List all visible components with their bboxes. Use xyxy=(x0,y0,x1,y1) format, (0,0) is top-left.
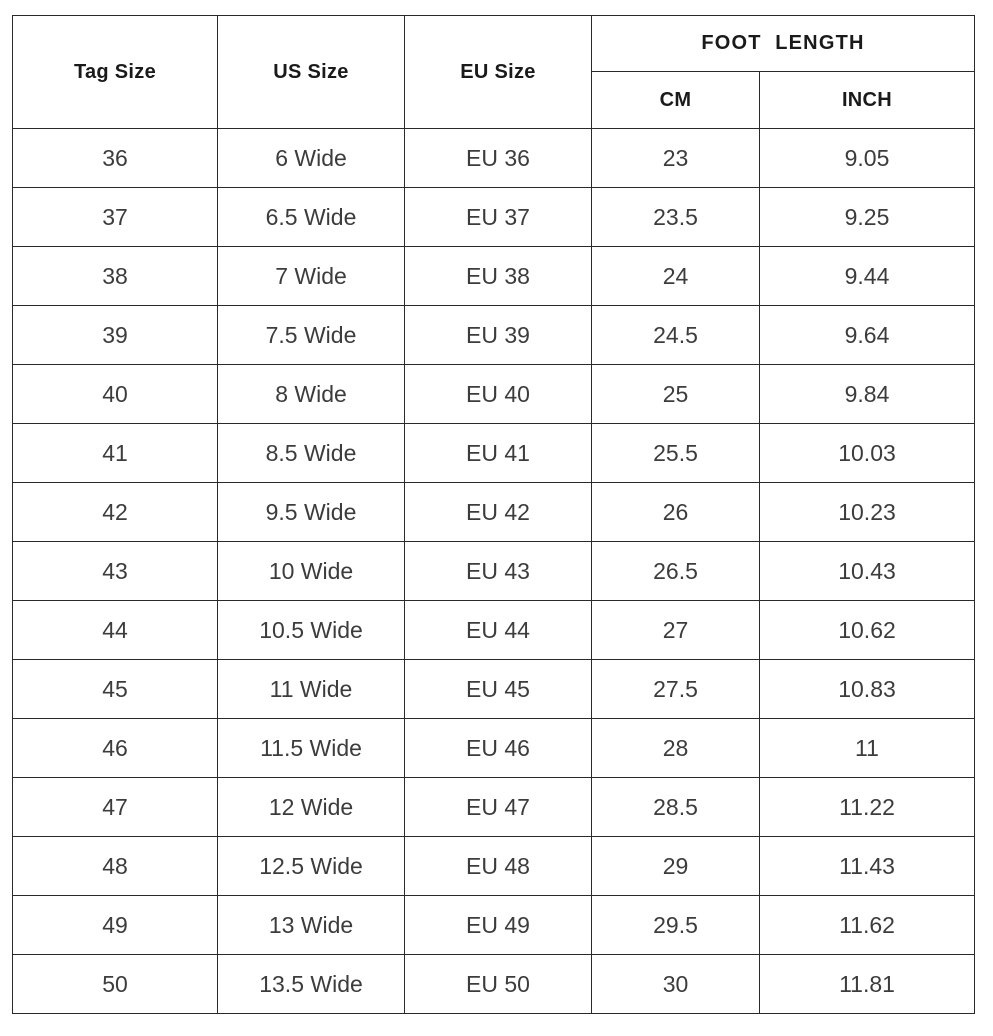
cell-tag-size: 42 xyxy=(13,483,218,542)
cell-us-size: 11.5 Wide xyxy=(218,719,405,778)
cell-foot-inch: 10.03 xyxy=(760,424,975,483)
cell-us-size: 13.5 Wide xyxy=(218,955,405,1014)
cell-tag-size: 46 xyxy=(13,719,218,778)
header-tag-size: Tag Size xyxy=(13,16,218,129)
cell-foot-cm: 26 xyxy=(592,483,760,542)
cell-eu-size: EU 38 xyxy=(405,247,592,306)
table-row xyxy=(13,778,975,837)
header-foot-length: FOOT LENGTH xyxy=(592,16,975,72)
cell-eu-size: EU 44 xyxy=(405,601,592,660)
cell-eu-size: EU 39 xyxy=(405,306,592,365)
cell-eu-size: EU 42 xyxy=(405,483,592,542)
header-us-size: US Size xyxy=(218,16,405,129)
cell-foot-inch: 9.05 xyxy=(760,129,975,188)
cell-foot-inch: 10.83 xyxy=(760,660,975,719)
cell-tag-size: 48 xyxy=(13,837,218,896)
cell-eu-size: EU 36 xyxy=(405,129,592,188)
cell-tag-size: 44 xyxy=(13,601,218,660)
cell-eu-size: EU 40 xyxy=(405,365,592,424)
cell-eu-size: EU 48 xyxy=(405,837,592,896)
cell-tag-size: 49 xyxy=(13,896,218,955)
cell-foot-inch: 11.22 xyxy=(760,778,975,837)
table-row xyxy=(13,306,975,365)
table-row xyxy=(13,365,975,424)
cell-us-size: 12.5 Wide xyxy=(218,837,405,896)
cell-foot-cm: 24.5 xyxy=(592,306,760,365)
cell-foot-inch: 9.44 xyxy=(760,247,975,306)
cell-foot-cm: 25 xyxy=(592,365,760,424)
header-eu-size: EU Size xyxy=(405,16,592,129)
cell-us-size: 8.5 Wide xyxy=(218,424,405,483)
cell-tag-size: 50 xyxy=(13,955,218,1014)
table-row xyxy=(13,955,975,1014)
cell-eu-size: EU 47 xyxy=(405,778,592,837)
header-inch: INCH xyxy=(760,72,975,129)
cell-tag-size: 36 xyxy=(13,129,218,188)
table-row xyxy=(13,247,975,306)
cell-us-size: 10.5 Wide xyxy=(218,601,405,660)
cell-tag-size: 37 xyxy=(13,188,218,247)
cell-us-size: 11 Wide xyxy=(218,660,405,719)
cell-eu-size: EU 41 xyxy=(405,424,592,483)
table-body xyxy=(13,129,975,1014)
cell-foot-cm: 23.5 xyxy=(592,188,760,247)
table-row xyxy=(13,424,975,483)
size-chart-table xyxy=(12,15,975,1014)
cell-eu-size: EU 46 xyxy=(405,719,592,778)
cell-tag-size: 38 xyxy=(13,247,218,306)
cell-foot-cm: 25.5 xyxy=(592,424,760,483)
cell-us-size: 9.5 Wide xyxy=(218,483,405,542)
cell-us-size: 8 Wide xyxy=(218,365,405,424)
cell-foot-cm: 29 xyxy=(592,837,760,896)
cell-foot-inch: 11.43 xyxy=(760,837,975,896)
cell-eu-size: EU 37 xyxy=(405,188,592,247)
table-row xyxy=(13,601,975,660)
cell-foot-cm: 23 xyxy=(592,129,760,188)
cell-tag-size: 47 xyxy=(13,778,218,837)
cell-us-size: 6.5 Wide xyxy=(218,188,405,247)
table-header xyxy=(13,16,975,129)
table-row xyxy=(13,483,975,542)
cell-tag-size: 41 xyxy=(13,424,218,483)
cell-tag-size: 43 xyxy=(13,542,218,601)
cell-tag-size: 40 xyxy=(13,365,218,424)
cell-foot-cm: 28 xyxy=(592,719,760,778)
cell-tag-size: 45 xyxy=(13,660,218,719)
header-row xyxy=(13,16,975,72)
cell-foot-inch: 11 xyxy=(760,719,975,778)
cell-foot-cm: 26.5 xyxy=(592,542,760,601)
cell-eu-size: EU 50 xyxy=(405,955,592,1014)
cell-foot-inch: 11.81 xyxy=(760,955,975,1014)
cell-us-size: 13 Wide xyxy=(218,896,405,955)
cell-eu-size: EU 49 xyxy=(405,896,592,955)
table-row xyxy=(13,188,975,247)
cell-us-size: 10 Wide xyxy=(218,542,405,601)
cell-foot-inch: 9.25 xyxy=(760,188,975,247)
cell-foot-cm: 28.5 xyxy=(592,778,760,837)
cell-eu-size: EU 43 xyxy=(405,542,592,601)
cell-us-size: 7 Wide xyxy=(218,247,405,306)
cell-foot-inch: 10.23 xyxy=(760,483,975,542)
table-row xyxy=(13,837,975,896)
table-row xyxy=(13,129,975,188)
cell-eu-size: EU 45 xyxy=(405,660,592,719)
cell-foot-inch: 9.64 xyxy=(760,306,975,365)
table-row xyxy=(13,719,975,778)
cell-foot-inch: 10.43 xyxy=(760,542,975,601)
cell-us-size: 12 Wide xyxy=(218,778,405,837)
cell-foot-cm: 27.5 xyxy=(592,660,760,719)
table-row xyxy=(13,542,975,601)
cell-us-size: 6 Wide xyxy=(218,129,405,188)
cell-foot-cm: 29.5 xyxy=(592,896,760,955)
cell-tag-size: 39 xyxy=(13,306,218,365)
cell-foot-inch: 11.62 xyxy=(760,896,975,955)
cell-foot-cm: 24 xyxy=(592,247,760,306)
cell-foot-cm: 27 xyxy=(592,601,760,660)
cell-us-size: 7.5 Wide xyxy=(218,306,405,365)
table-row xyxy=(13,896,975,955)
header-cm: CM xyxy=(592,72,760,129)
cell-foot-cm: 30 xyxy=(592,955,760,1014)
cell-foot-inch: 9.84 xyxy=(760,365,975,424)
table-row xyxy=(13,660,975,719)
cell-foot-inch: 10.62 xyxy=(760,601,975,660)
